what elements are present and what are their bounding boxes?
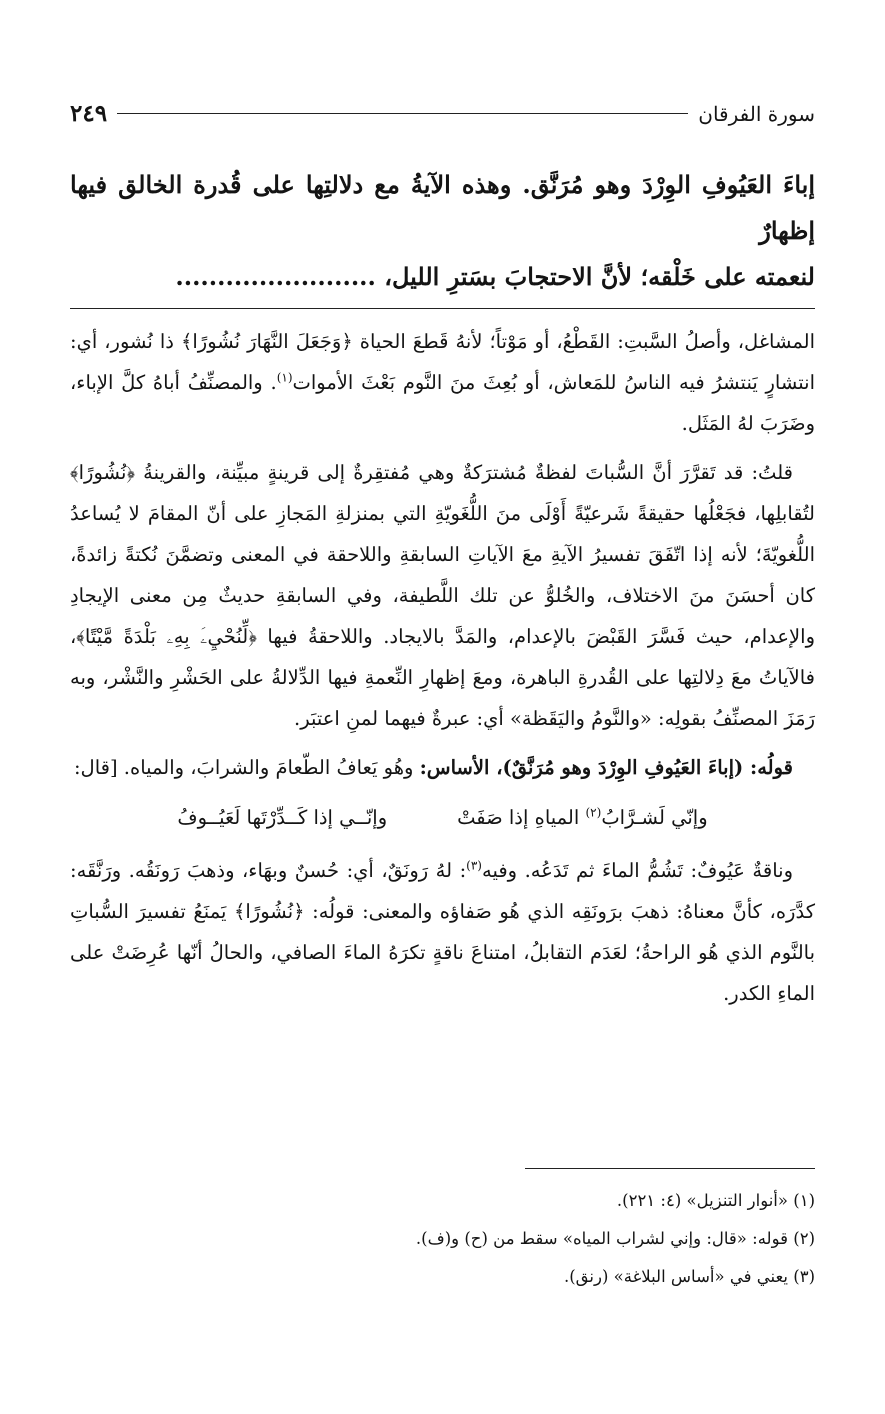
verse-hemistich-right — [457, 796, 708, 840]
footnote-ref-1: (١) — [276, 370, 293, 385]
paragraph-1-end: . والمصنِّفُ أباهُ كلَّ الإباء، وضَرَبَ لهُ المَثَل. — [70, 371, 815, 435]
surah-name: سورة الفرقان — [698, 102, 815, 126]
commentary-paragraph-3 — [70, 747, 815, 788]
main-text-line-2 — [70, 254, 815, 300]
commentary-paragraph-4 — [70, 850, 815, 1014]
footnote-3: (٣) يعني في «أساس البلاغة» (رنق). — [563, 1267, 815, 1286]
main-text-line-1: إباءَ العَيُوفِ الوِرْدَ وهو مُرَنَّق. وهذه الآيةُ مع دلالتِها على قُدرة الخالق فيها إظهارٌ — [70, 170, 815, 245]
quoted-lemma: قولُه: (إباءَ العَيُوفِ الوِرْدَ وهو مُرَنَّقٌ)، الأساس: — [419, 756, 793, 779]
paragraph-3-text: وهُو يَعافُ الطّعامَ والشرابَ، والمياه. [قال: — [73, 756, 420, 779]
paragraph-4-end: : لهُ رَونَقٌ، أي: حُسنٌ وبهَاء، وذهبَ رَونَقُه. ورَنَّقَه: كدَّرَه، كأنَّ معناهُ: ذهبَ برَونَقِه الذي هُو صَفاؤه والمعنى: قولُه: ﴿نُشُورًا﴾ يَمنَعُ تفسيرَ السُّباتِ بالنَّوم الذي هُو الراحةُ؛ لعَدَم التقابلُ، امتناعَ ناقةٍ تكرَهُ الماءَ الصافي، والحالُ أنّها عُرِضَتْ على الماءِ الكدر. — [70, 859, 815, 1005]
ellipsis-dots: ........................ — [175, 262, 376, 291]
footnotes — [70, 1182, 815, 1296]
text-separator — [70, 308, 815, 309]
main-text — [70, 162, 815, 300]
running-header — [70, 100, 815, 144]
footnote-2: (٢) قوله: «قال: وإني لشراب المياه» سقط من (ح) و(ف). — [415, 1229, 815, 1248]
verse-hemistich-left: وإنّــي إذا كَــدِّرْتَها لَعَيُــوفُ — [177, 806, 388, 829]
header-rule — [117, 113, 688, 114]
verse-right-end: المياهِ إذا صَفَتْ — [457, 806, 586, 829]
poetry-verse — [70, 796, 815, 840]
paragraph-4-text: وناقةٌ عَيُوفٌ: تَشُمُّ الماءَ ثم تَدَعُه. وفيه — [481, 859, 793, 882]
footnote-ref-3: (٣) — [466, 858, 482, 873]
main-text-line-2-words: لنعمته على خَلْقه؛ لأنَّ الاحتجابَ بسَترِ الليل، — [375, 262, 815, 291]
verse-right-text: وإنّي لَشـرَّابُ — [601, 806, 708, 829]
page-number: ٢٤٩ — [70, 100, 108, 127]
paragraph-1-text: المشاغل، وأصلُ السَّبتِ: القَطْعُ، أو مَوْتاً؛ لأنهُ قَطعَ الحياة ﴿وَجَعَلَ النَّهَارَ نُشُورًا﴾ ذا نُشور، أي: انتشارٍ يَنتشرُ فيه الناسُ للمَعاش، أو بُعِثَ منَ النَّوم بَعْثَ الأموات — [70, 330, 815, 394]
footnotes-rule — [525, 1168, 815, 1169]
commentary-paragraph-2: قلتُ: قد تَقرَّرَ أنَّ السُّباتَ لفظةٌ مُشترَكةٌ وهي مُفتقِرةٌ إلى قرينةٍ مبيِّنة، والقرينةُ ﴿نُشُورًا﴾ لتُقابلِها، فجَعْلُها حقيقةً شَرعيّةً أَوْلَى منَ اللُّغَويّةِ التي بمنزلةِ المَجازِ على أنّ المقامَ لا يُساعدُ اللُّغويّةَ؛ لأنه إذا اتّفَقَ تفسيرُ الآيةِ معَ الآياتِ السابقةِ واللاحقة في المعنى وتضمَّنَ نُكتةً زائدةً، كان أحسَنَ منَ الاختلاف، والخُلوُّ عن تلك اللَّطيفة، وفي السابقةِ حديثٌ مِن معنى الإيجادِ والإعدام، حيث فَسَّرَ القَبْضَ بالإعدام، والمَدَّ بالايجاد. واللاحقةُ فيها ﴿لِّنُحْيِۦَ بِهِۦ بَلْدَةً مَّيْتًا﴾، فالآياتُ معَ دِلالتِها على القُدرةِ الباهرة، ومعَ إظهارِ النِّعمةِ فيها الدِّلالةُ على الحَشْرِ والنَّشْر، وبه رَمَزَ المصنِّفُ بقولِه: «والنَّومُ واليَقَظة» أي: عبرةٌ فيهما لمنِ اعتبَر. — [70, 461, 815, 730]
footnote-1: (١) «أنوار التنزيل» (٤: ٢٢١). — [616, 1191, 815, 1210]
page — [70, 100, 815, 1022]
commentary — [70, 321, 815, 1014]
footnote-ref-2: (٢) — [585, 805, 602, 820]
commentary-paragraph-1 — [70, 321, 815, 444]
